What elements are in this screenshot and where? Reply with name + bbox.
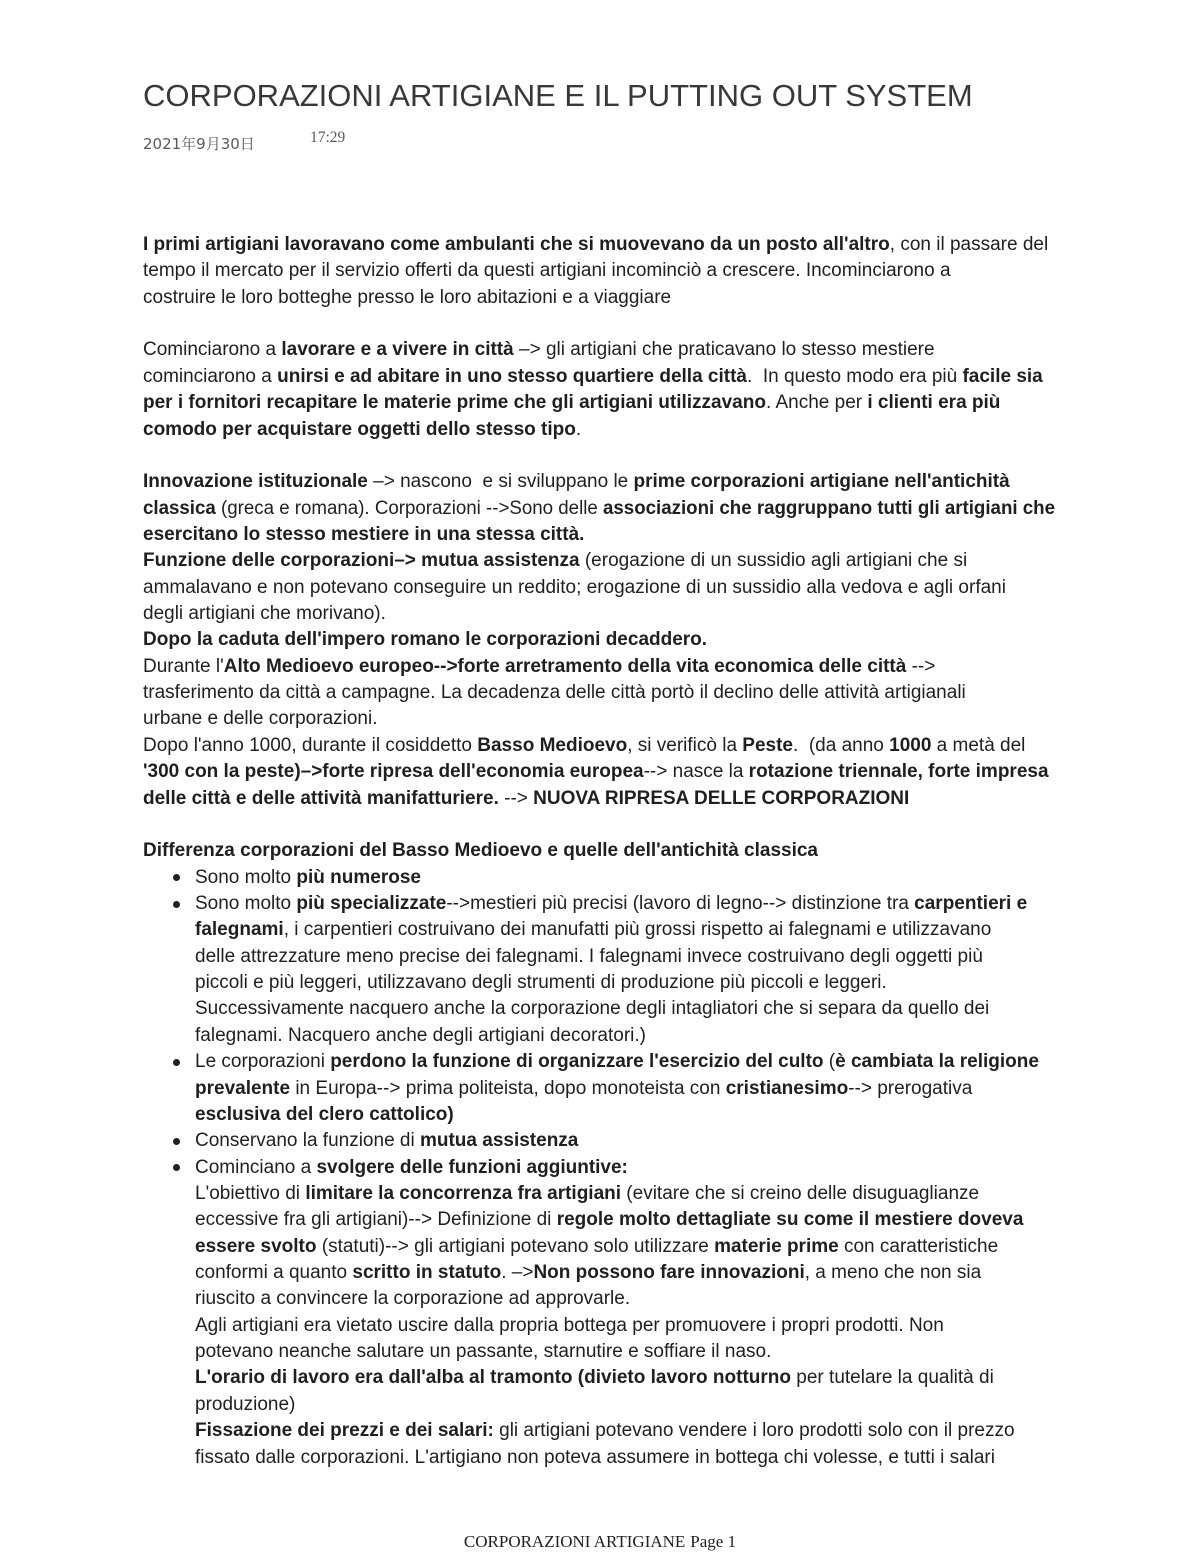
text-line — [143, 469, 1055, 495]
text-run: produzione) — [195, 1393, 296, 1415]
text-run: (greca e romana). Corporazioni -->Sono delle — [215, 497, 603, 519]
text-run: Agli artigiani era vietato uscire dalla propria bottega per promuovere i propri prodotti. Non — [195, 1314, 944, 1336]
bullet-item — [143, 1155, 1055, 1471]
blank-line — [143, 311, 1055, 337]
text-run: . Anche per — [765, 392, 868, 414]
text-line — [143, 706, 1055, 732]
text-run: con caratteristiche — [838, 1235, 999, 1257]
bold-text-run: cristianesimo — [725, 1077, 849, 1099]
text-line — [143, 627, 1055, 653]
text-run: potevano neanche salutare un passante, starnutire e soffiare il naso. — [195, 1341, 772, 1363]
line-content — [143, 232, 1048, 258]
bullet-icon — [173, 1164, 180, 1171]
bullet-icon — [173, 1138, 180, 1145]
text-line — [195, 1339, 1055, 1365]
text-run: a metà del — [931, 734, 1026, 756]
text-line — [195, 970, 1055, 996]
text-line — [143, 654, 1055, 680]
text-run: ammalavano e non potevano conseguire un reddito; erogazione di un sussidio alla vedova e agli orfani — [143, 576, 1006, 598]
text-run: riuscito a convincere la corporazione ad approvarle. — [195, 1288, 631, 1310]
text-line — [143, 390, 1055, 416]
text-run: fissato dalle corporazioni. L'artigiano non poteva assumere in bottega chi volesse, e tutti i salari — [195, 1446, 995, 1468]
text-line — [195, 996, 1055, 1022]
text-line — [195, 1234, 1055, 1260]
text-run: --> prerogativa — [848, 1077, 973, 1099]
page-footer — [0, 1530, 1200, 1554]
bold-text-run: associazioni che raggruppano tutti gli artigiani che — [602, 497, 1055, 519]
text-line — [195, 865, 1055, 891]
text-run: Conservano la funzione di — [195, 1130, 420, 1152]
paragraph — [143, 232, 1055, 311]
line-content — [195, 1286, 630, 1312]
line-content — [195, 1392, 295, 1418]
text-line — [195, 1023, 1055, 1049]
bold-text-run: più specializzate — [296, 892, 447, 914]
line-content — [195, 891, 1027, 917]
text-run: Durante l' — [143, 655, 224, 677]
text-run: . (da anno — [793, 734, 890, 756]
text-line — [195, 1313, 1055, 1339]
text-run: , i carpentieri costruivano dei manufatti più grossi rispetto ai falegnami e utilizzavano — [283, 919, 992, 941]
bold-text-run: regole molto dettagliate su come il mestiere doveva — [556, 1209, 1024, 1231]
text-run: Sono molto — [195, 866, 297, 888]
text-line — [143, 680, 1055, 706]
line-content — [143, 680, 966, 706]
text-line — [143, 759, 1055, 785]
line-content — [143, 575, 1006, 601]
line-content — [143, 496, 1055, 522]
page-time: 17:29 — [310, 129, 346, 146]
bullet-item — [143, 865, 1055, 891]
text-line — [195, 917, 1055, 943]
text-line — [143, 258, 1055, 284]
line-content — [195, 1418, 1015, 1444]
line-content — [195, 1023, 646, 1049]
bold-text-run: Differenza corporazioni del Basso Medioevo e quelle dell'antichità classica — [143, 840, 819, 862]
text-run: (erogazione di un sussidio agli artigiani che si — [579, 550, 968, 572]
footer-page-number: Page 1 — [690, 1532, 737, 1551]
text-line — [195, 1207, 1055, 1233]
paragraph — [143, 469, 1055, 812]
text-run: Dopo l'anno 1000, durante il cosiddetto — [143, 734, 478, 756]
line-content — [195, 1339, 771, 1365]
blank-line — [143, 443, 1055, 469]
text-run: --> — [498, 787, 534, 809]
bullet-icon — [173, 1059, 180, 1066]
bullet-item — [143, 1128, 1055, 1154]
bold-text-run: prime corporazioni artigiane nell'antichità — [633, 471, 1010, 493]
text-run: urbane e delle corporazioni. — [143, 708, 378, 730]
bold-text-run: NUOVA RIPRESA DELLE CORPORAZIONI — [533, 787, 910, 809]
paragraph — [143, 337, 1055, 442]
bold-text-run: facile sia — [962, 365, 1043, 387]
line-content — [195, 996, 989, 1022]
text-run: Cominciarono a — [143, 339, 282, 361]
bold-text-run: Peste — [742, 734, 793, 756]
text-run: , si verificò la — [627, 734, 743, 756]
text-line — [195, 1102, 1055, 1128]
text-line — [143, 548, 1055, 574]
text-run: –> gli artigiani che praticavano lo stesso mestiere — [513, 339, 935, 361]
line-content — [195, 1049, 1039, 1075]
text-run: costruire le loro botteghe presso le loro abitazioni e a viaggiare — [143, 286, 672, 308]
text-run: L'obiettivo di — [195, 1182, 306, 1204]
text-run: falegnami. Nacquero anche degli artigiani decoratori.) — [195, 1024, 646, 1046]
bold-text-run: più numerose — [296, 866, 421, 888]
line-content — [195, 1260, 981, 1286]
text-line — [143, 496, 1055, 522]
bold-text-run: esercitano lo stesso mestiere in una stessa città. — [143, 523, 585, 545]
text-line — [143, 417, 1055, 443]
bold-text-run: Non possono fare innovazioni — [533, 1262, 805, 1284]
text-line — [195, 1392, 1055, 1418]
text-run: , con il passare del — [889, 234, 1049, 255]
text-line — [143, 601, 1055, 627]
bold-text-run: classica — [143, 497, 216, 519]
text-line — [143, 522, 1055, 548]
text-run: --> nasce la — [643, 761, 749, 783]
text-line — [195, 1128, 1055, 1154]
text-run: per tutelare la qualità di — [791, 1367, 994, 1389]
page-date: 2021年9月30日 — [143, 135, 255, 153]
text-run: delle attrezzature meno precise dei falegnami. I falegnami invece costruivano degli oggetti più — [195, 945, 983, 967]
bold-text-run: comodo per acquistare oggetti dello stesso tipo — [143, 418, 576, 440]
text-run: (statuti)--> gli artigiani potevano solo utilizzare — [316, 1235, 715, 1257]
line-content — [143, 733, 1025, 759]
line-content — [143, 390, 1000, 416]
line-content — [195, 1155, 628, 1181]
text-run: tempo il mercato per il servizio offerti da questi artigiani incominciò a crescere. Incominciarono a — [143, 260, 951, 282]
line-content — [195, 917, 991, 943]
bold-text-run: Fissazione dei prezzi e dei salari: — [195, 1420, 494, 1442]
text-run: Cominciano a — [195, 1156, 317, 1178]
bold-text-run: Alto Medioevo europeo-->forte arretramento della vita economica delle città — [223, 655, 907, 677]
text-run: --> — [906, 655, 936, 677]
bold-text-run: è cambiata la religione — [835, 1051, 1039, 1073]
text-run: (evitare che si creino delle disuguaglianze — [621, 1182, 980, 1204]
line-content — [143, 838, 818, 864]
text-line — [195, 1155, 1055, 1181]
line-content — [143, 548, 967, 574]
page-title: CORPORAZIONI ARTIGIANE E IL PUTTING OUT SYSTEM — [143, 78, 973, 113]
bold-text-run: Funzione delle corporazioni–> mutua assistenza — [143, 550, 580, 572]
text-line — [143, 232, 1055, 258]
text-run: trasferimento da città a campagne. La decadenza delle città portò il declino delle attività artigianali — [143, 682, 966, 704]
text-run: conformi a quanto — [195, 1262, 353, 1284]
bold-text-run: delle città e delle attività manifatturiere. — [143, 787, 499, 809]
text-run: -->mestieri più precisi (lavoro di legno--> distinzione tra — [446, 892, 915, 914]
bold-text-run: rotazione triennale, forte impresa — [748, 761, 1049, 783]
note-body — [143, 232, 1055, 1471]
text-run: gli artigiani potevano vendere i loro prodotti solo con il prezzo — [493, 1420, 1015, 1442]
line-content — [143, 469, 1010, 495]
paragraph — [143, 838, 1055, 864]
bold-text-run: L'orario di lavoro era dall'alba al tramonto (divieto lavoro notturno — [195, 1367, 792, 1389]
text-run: Sono molto — [195, 892, 297, 914]
bold-text-run: I primi artigiani lavoravano come ambulanti che si muovevano da un posto all'altro — [143, 234, 890, 255]
text-line — [195, 1418, 1055, 1444]
line-content — [143, 601, 386, 627]
bold-text-run: lavorare e a vivere in città — [281, 339, 514, 361]
text-line — [195, 1049, 1055, 1075]
text-line — [143, 285, 1055, 311]
bold-text-run: Innovazione istituzionale — [143, 471, 368, 493]
text-line — [195, 891, 1055, 917]
bold-text-run: '300 con la peste)–>forte ripresa dell'economia europea — [143, 761, 644, 783]
line-content — [143, 364, 1043, 390]
bold-text-run: Dopo la caduta dell'impero romano le corporazioni decaddero. — [143, 629, 708, 651]
line-content — [143, 522, 584, 548]
text-line — [143, 364, 1055, 390]
bold-text-run: scritto in statuto — [352, 1262, 502, 1284]
bullet-item — [143, 1049, 1055, 1128]
bold-text-run: mutua assistenza — [419, 1130, 579, 1152]
text-run: degli artigiani che morivano). — [143, 603, 386, 625]
line-content — [195, 944, 983, 970]
text-line — [195, 1445, 1055, 1471]
bold-text-run: carpentieri e — [914, 892, 1028, 914]
text-line — [195, 1365, 1055, 1391]
text-line — [143, 786, 1055, 812]
bold-text-run: perdono la funzione di organizzare l'esercizio del culto — [330, 1051, 824, 1073]
line-content — [195, 1076, 972, 1102]
bold-text-run: materie prime — [714, 1235, 839, 1257]
text-run: . — [575, 418, 582, 440]
line-content — [195, 865, 421, 891]
line-content — [143, 786, 909, 812]
text-line — [195, 1181, 1055, 1207]
text-line — [143, 733, 1055, 759]
bold-text-run: unirsi e ad abitare in uno stesso quartiere della città — [277, 365, 747, 387]
bold-text-run: prevalente — [195, 1077, 291, 1099]
line-content — [195, 1234, 998, 1260]
text-run: ( — [823, 1051, 836, 1073]
line-content — [195, 1313, 944, 1339]
line-content — [143, 706, 378, 732]
line-content — [143, 337, 935, 363]
text-line — [195, 1286, 1055, 1312]
text-line — [195, 1076, 1055, 1102]
text-run: –> nascono e si sviluppano le — [367, 471, 634, 493]
bold-text-run: essere svolto — [195, 1235, 317, 1257]
bullet-icon — [173, 901, 180, 908]
line-content — [143, 285, 671, 311]
text-run: in Europa--> prima politeista, dopo monoteista con — [290, 1077, 726, 1099]
text-run: piccoli e più leggeri, utilizzavano degli strumenti di produzione più piccoli e leggeri. — [195, 972, 887, 994]
footer-section-name: CORPORAZIONI ARTIGIANE — [463, 1532, 686, 1551]
line-content — [195, 1102, 454, 1128]
text-line — [143, 838, 1055, 864]
blank-line — [143, 812, 1055, 838]
line-content — [143, 417, 581, 443]
bullet-icon — [173, 874, 180, 881]
line-content — [143, 759, 1049, 785]
bold-text-run: esclusiva del clero cattolico) — [195, 1103, 454, 1125]
line-content — [195, 1207, 1023, 1233]
bold-text-run: 1000 — [889, 734, 932, 756]
bold-text-run: falegnami — [195, 919, 284, 941]
line-content — [195, 970, 887, 996]
bold-text-run: svolgere delle funzioni aggiuntive: — [316, 1156, 628, 1178]
line-content — [195, 1128, 578, 1154]
line-content — [143, 654, 935, 680]
bold-text-run: i clienti era più — [867, 392, 1001, 414]
text-line — [143, 337, 1055, 363]
line-content — [195, 1181, 979, 1207]
text-run: . In questo modo era più — [747, 365, 963, 387]
line-content — [195, 1365, 994, 1391]
text-run: cominciarono a — [143, 365, 278, 387]
text-line — [195, 1260, 1055, 1286]
bold-text-run: Basso Medioevo — [477, 734, 628, 756]
line-content — [195, 1445, 995, 1471]
bold-text-run: limitare la concorrenza fra artigiani — [305, 1182, 622, 1204]
text-run: Le corporazioni — [195, 1051, 331, 1073]
text-line — [195, 944, 1055, 970]
text-run: eccessive fra gli artigiani)--> Definizione di — [195, 1209, 557, 1231]
line-content — [143, 627, 707, 653]
line-content — [143, 258, 951, 284]
bold-text-run: per i fornitori recapitare le materie prime che gli artigiani utilizzavano — [143, 392, 766, 414]
bullet-item — [143, 891, 1055, 1049]
text-run: Successivamente nacquero anche la corporazione degli intagliatori che si separa da quello dei — [195, 998, 990, 1020]
text-line — [143, 575, 1055, 601]
text-run: , a meno che non sia — [804, 1262, 982, 1284]
text-run: . –> — [501, 1262, 534, 1284]
